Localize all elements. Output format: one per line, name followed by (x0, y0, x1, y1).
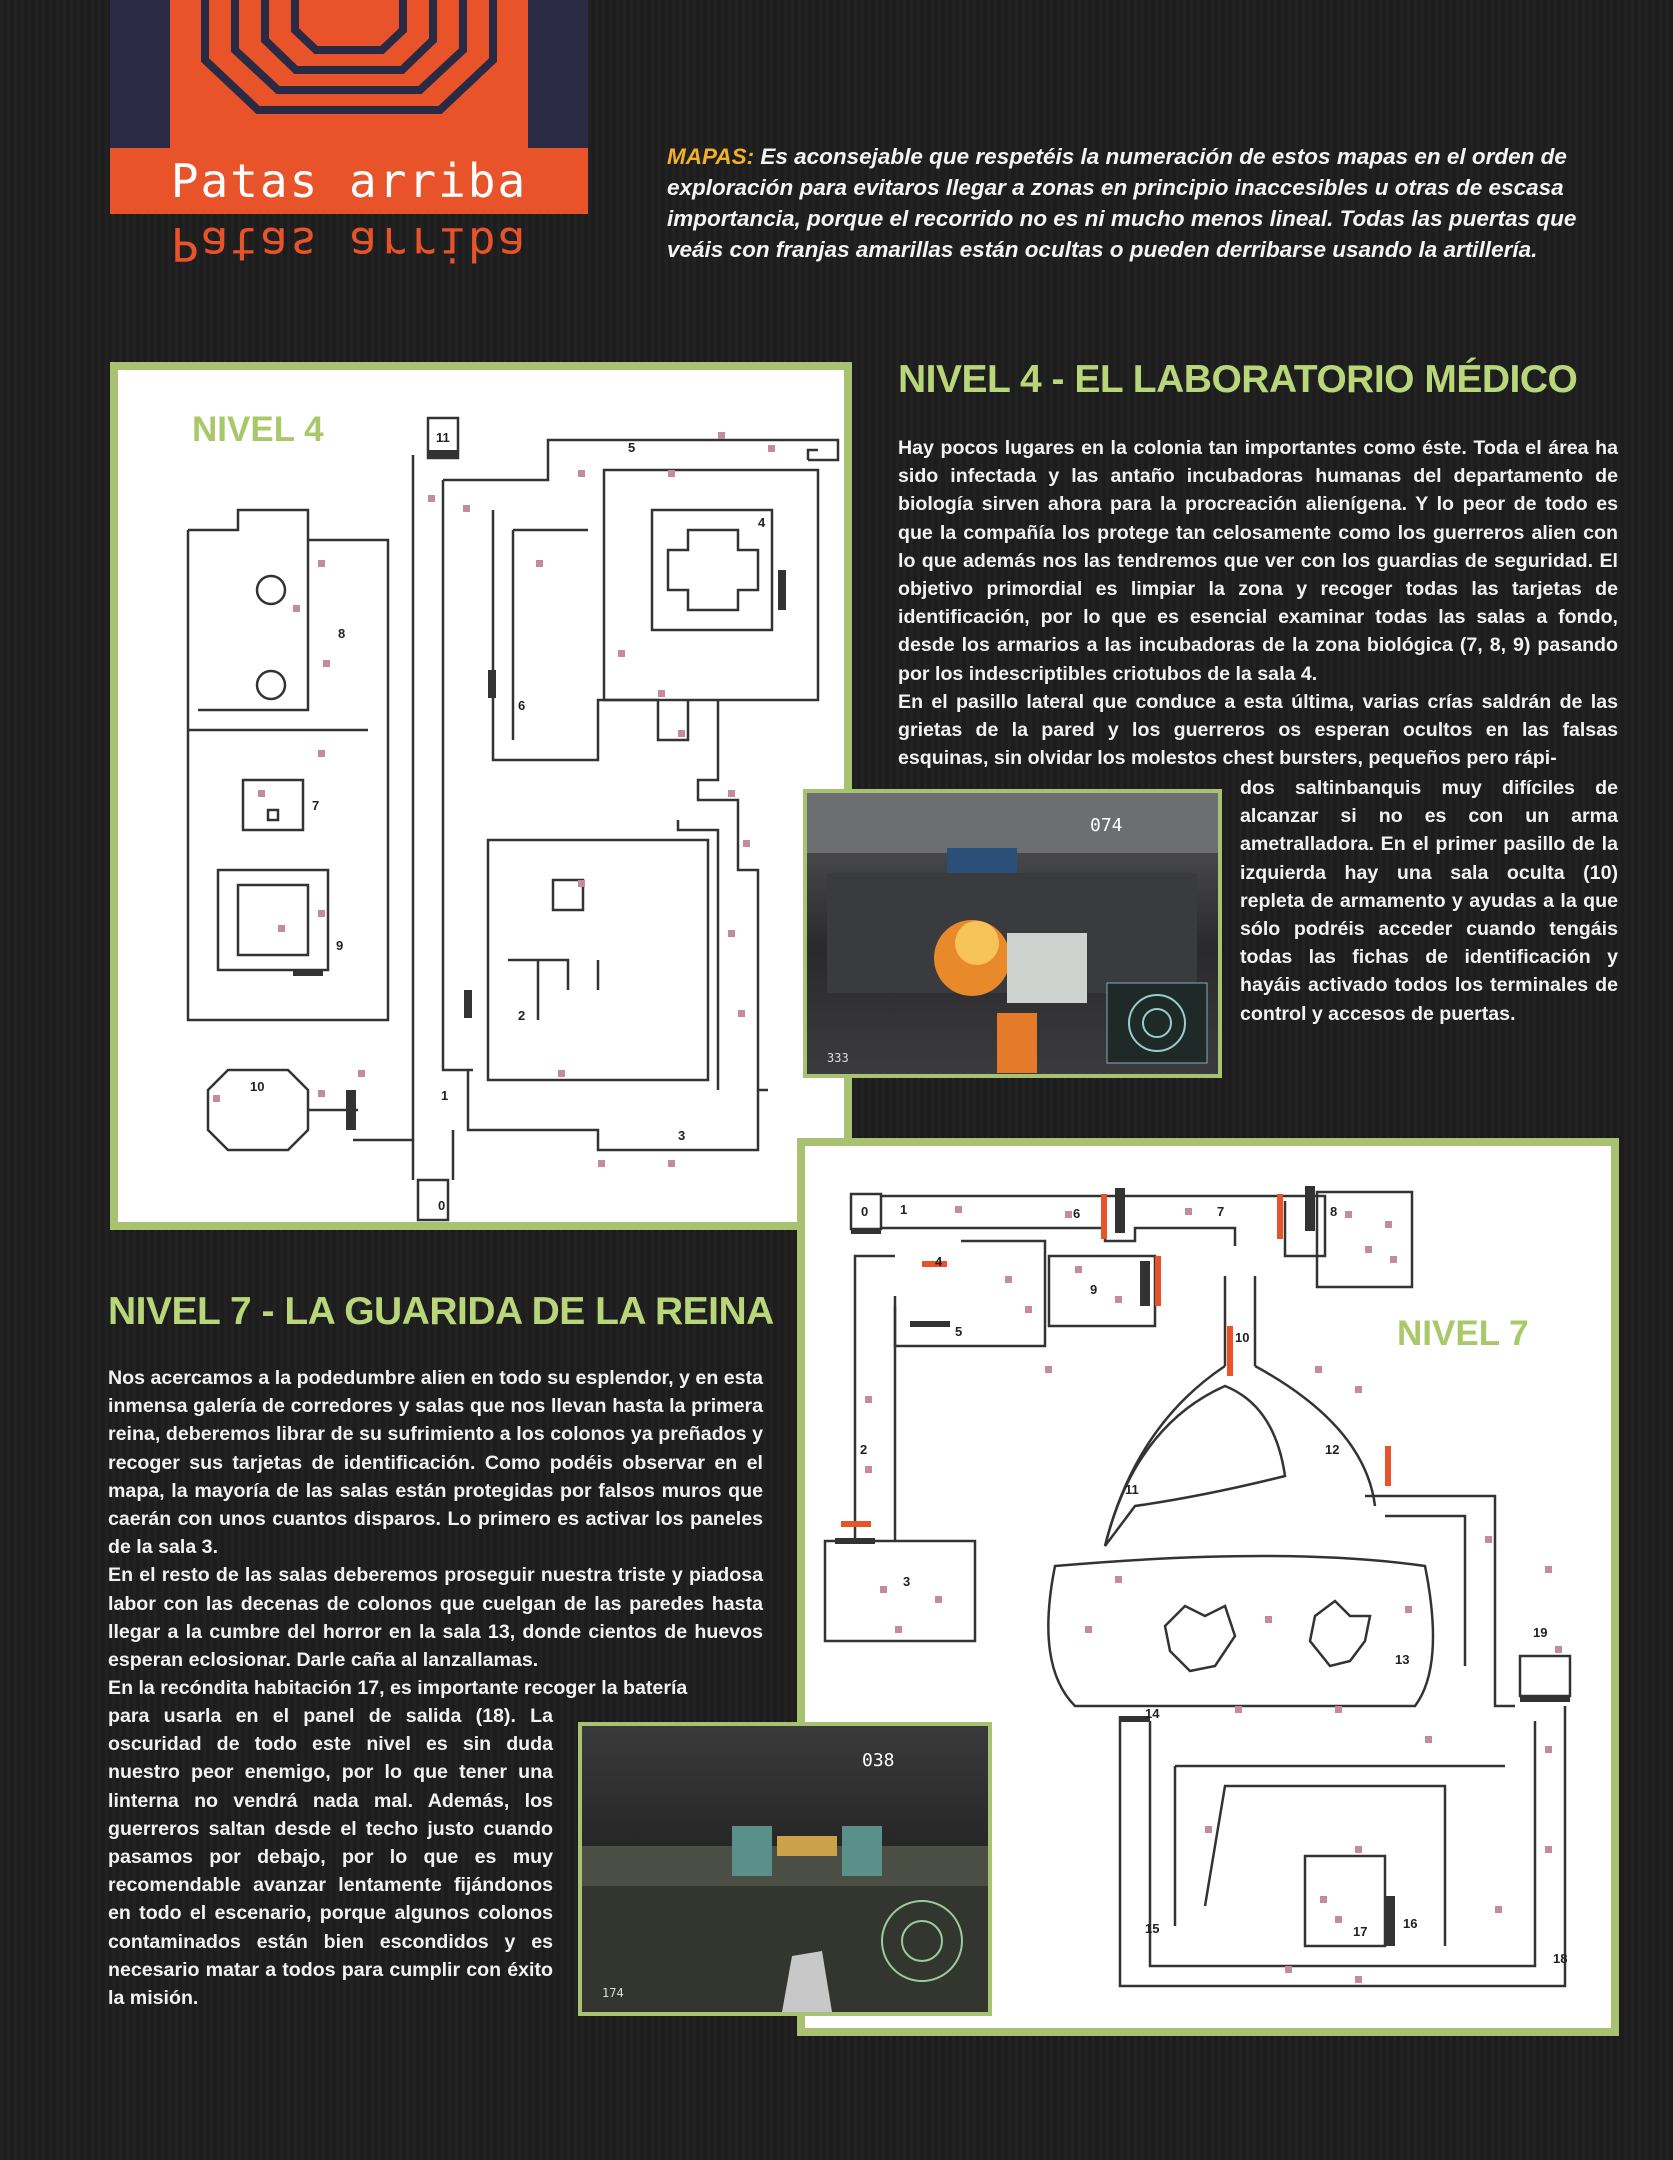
level7-room-10: 10 (1235, 1330, 1250, 1345)
level4-title: NIVEL 4 - EL LABORATORIO MÉDICO (898, 358, 1578, 401)
level4-map-label: NIVEL 4 (192, 410, 324, 449)
level7-text-wrap (108, 1702, 553, 2012)
intro-paragraph (667, 141, 1592, 265)
level7-screenshot (578, 1722, 992, 2016)
intro-lead: MAPAS: (667, 144, 755, 169)
level7-room-0: 0 (861, 1204, 869, 1219)
level4-room-6: 6 (518, 698, 526, 713)
level7-screenshot-ammo: 174 (602, 1986, 624, 2000)
level4-room-10: 10 (250, 1079, 265, 1094)
level7-room-17: 17 (1353, 1924, 1368, 1939)
level7-title: NIVEL 7 - LA GUARIDA DE LA REINA (108, 1290, 774, 1333)
level4-room-11: 11 (436, 430, 450, 445)
level7-room-6: 6 (1073, 1206, 1081, 1221)
section-logo (110, 0, 588, 271)
level7-room-15: 15 (1145, 1921, 1160, 1936)
level4-room-2: 2 (518, 1008, 526, 1023)
level4-paragraph-2b: dos saltinbanquis muy difíciles de alcanzar si no es con un arma ametralladora. En el primer pasillo de la izquierda hay una sala oculta (10) repleta de armamento y ayudas a la que sólo podréis acceder cuando tengáis todas las fichas de identificación y hayáis activado todos los terminales de control y accesos de puertas. (1240, 777, 1618, 1025)
level7-room-12: 12 (1325, 1442, 1340, 1457)
level7-paragraph-1: Nos acercamos a la podedumbre alien en todo su esplendor, y en esta inmensa galería de corredores y salas que nos llevan hasta la primera reina, deberemos librar de su sufrimiento a los colonos ya preñados y recoger sus tarjetas de identificación. Como podéis observar en el mapa, la mayoría de las salas están protegidas por falsos muros que caerán con unos cuantos disparos. Lo primero es activar los paneles de la sala 3. (108, 1367, 763, 1559)
level4-text-wrap (1240, 774, 1618, 1028)
level7-room-18: 18 (1553, 1951, 1568, 1966)
level7-room-9: 9 (1090, 1282, 1098, 1297)
level7-map-label: NIVEL 7 (1397, 1314, 1529, 1353)
level7-room-2: 2 (860, 1442, 868, 1457)
level7-room-4: 4 (935, 1254, 943, 1269)
level7-room-16: 16 (1403, 1916, 1418, 1931)
level4-screenshot-counter: 074 (1090, 815, 1123, 836)
level7-paragraph-2: En el resto de las salas deberemos proseguir nuestra triste y piadosa labor con las decenas de colonos que cuelgan de las paredes hasta llegar a la cumbre del horror en la sala 13, donde cientos de huevos esperan eclosionar. Darle caña al lanzallamas. (108, 1564, 763, 1672)
level7-room-11: 11 (1125, 1482, 1139, 1497)
level7-room-5: 5 (955, 1324, 963, 1339)
level4-room-0: 0 (438, 1198, 446, 1213)
level4-text (898, 434, 1618, 772)
level4-room-7: 7 (312, 798, 320, 813)
intro-text: Es aconsejable que respetéis la numeración de estos mapas en el orden de exploración para evitaros llegar a zonas en principio inaccesibles u otras de escasa importancia, porque el recorrido no es ni mucho menos lineal. Todas las puertas que veáis con franjas amarillas están ocultas o pueden derribarse usando la artillería. (667, 144, 1577, 262)
level7-paragraph-3a: En la recóndita habitación 17, es importante recoger la batería (108, 1677, 688, 1700)
level7-room-7: 7 (1217, 1204, 1225, 1219)
level7-room-13: 13 (1395, 1652, 1410, 1667)
logo-mirror: Patas arriba (170, 217, 528, 271)
level7-room-14: 14 (1145, 1706, 1160, 1721)
logo-title: Patas arriba (110, 148, 588, 214)
level7-room-1: 1 (900, 1202, 908, 1217)
level4-screenshot-ammo: 333 (827, 1051, 849, 1065)
level7-room-8: 8 (1330, 1204, 1338, 1219)
level4-map (110, 362, 852, 1230)
level4-paragraph-2a: En el pasillo lateral que conduce a esta última, varias crías saldrán de las grietas de la pared y los guerreros os esperan ocultos en las falsas esquinas, sin olvidar los molestos chest bursters, pequeños pero rápi- (898, 690, 1618, 770)
level7-room-19: 19 (1533, 1625, 1548, 1640)
level4-screenshot (803, 789, 1222, 1078)
level4-paragraph-1: Hay pocos lugares en la colonia tan importantes como éste. Toda el área ha sido infectada y las antaño incubadoras humanas del departamento de biología sirven ahora para la procreación alienígena. Y lo peor de todo es que la compañía los protege tan celosamente como los guerreros alien con lo que además nos las tendremos que ver con los guardias de seguridad. El objetivo primordial es limpiar la zona y recoger todas las tarjetas de identificación, por lo que es esencial examinar todas las salas a fondo, desde los armarios a las incubadoras de la zona biológica (7, 8, 9) pasando por los indescriptibles criotubos de la sala 4. (898, 437, 1618, 685)
level4-room-4: 4 (758, 515, 766, 530)
level7-paragraph-3b: para usarla en el panel de salida (18). La oscuridad de todo este nivel es sin duda nuestro peor enemigo, por lo que tener una linterna no vendrá nada mal. Además, los guerreros saltan desde el techo justo cuando pasamos por debajo, por lo que es muy recomendable avanzar lentamente fijándonos en todo el escenario, porque algunos colonos contaminados están bien escondidos y es necesario matar a todos para cumplir con éxito la misión. (108, 1705, 553, 2010)
level4-room-9: 9 (336, 938, 344, 953)
level4-room-5: 5 (628, 440, 636, 455)
level4-room-1: 1 (441, 1088, 449, 1103)
level4-map-drawing (118, 370, 844, 1222)
level4-room-3: 3 (678, 1128, 686, 1143)
level7-room-3: 3 (903, 1574, 911, 1589)
level7-text (108, 1364, 763, 1702)
level4-room-8: 8 (338, 626, 346, 641)
logo-pattern (110, 0, 588, 150)
level7-screenshot-counter: 038 (862, 1750, 895, 1771)
